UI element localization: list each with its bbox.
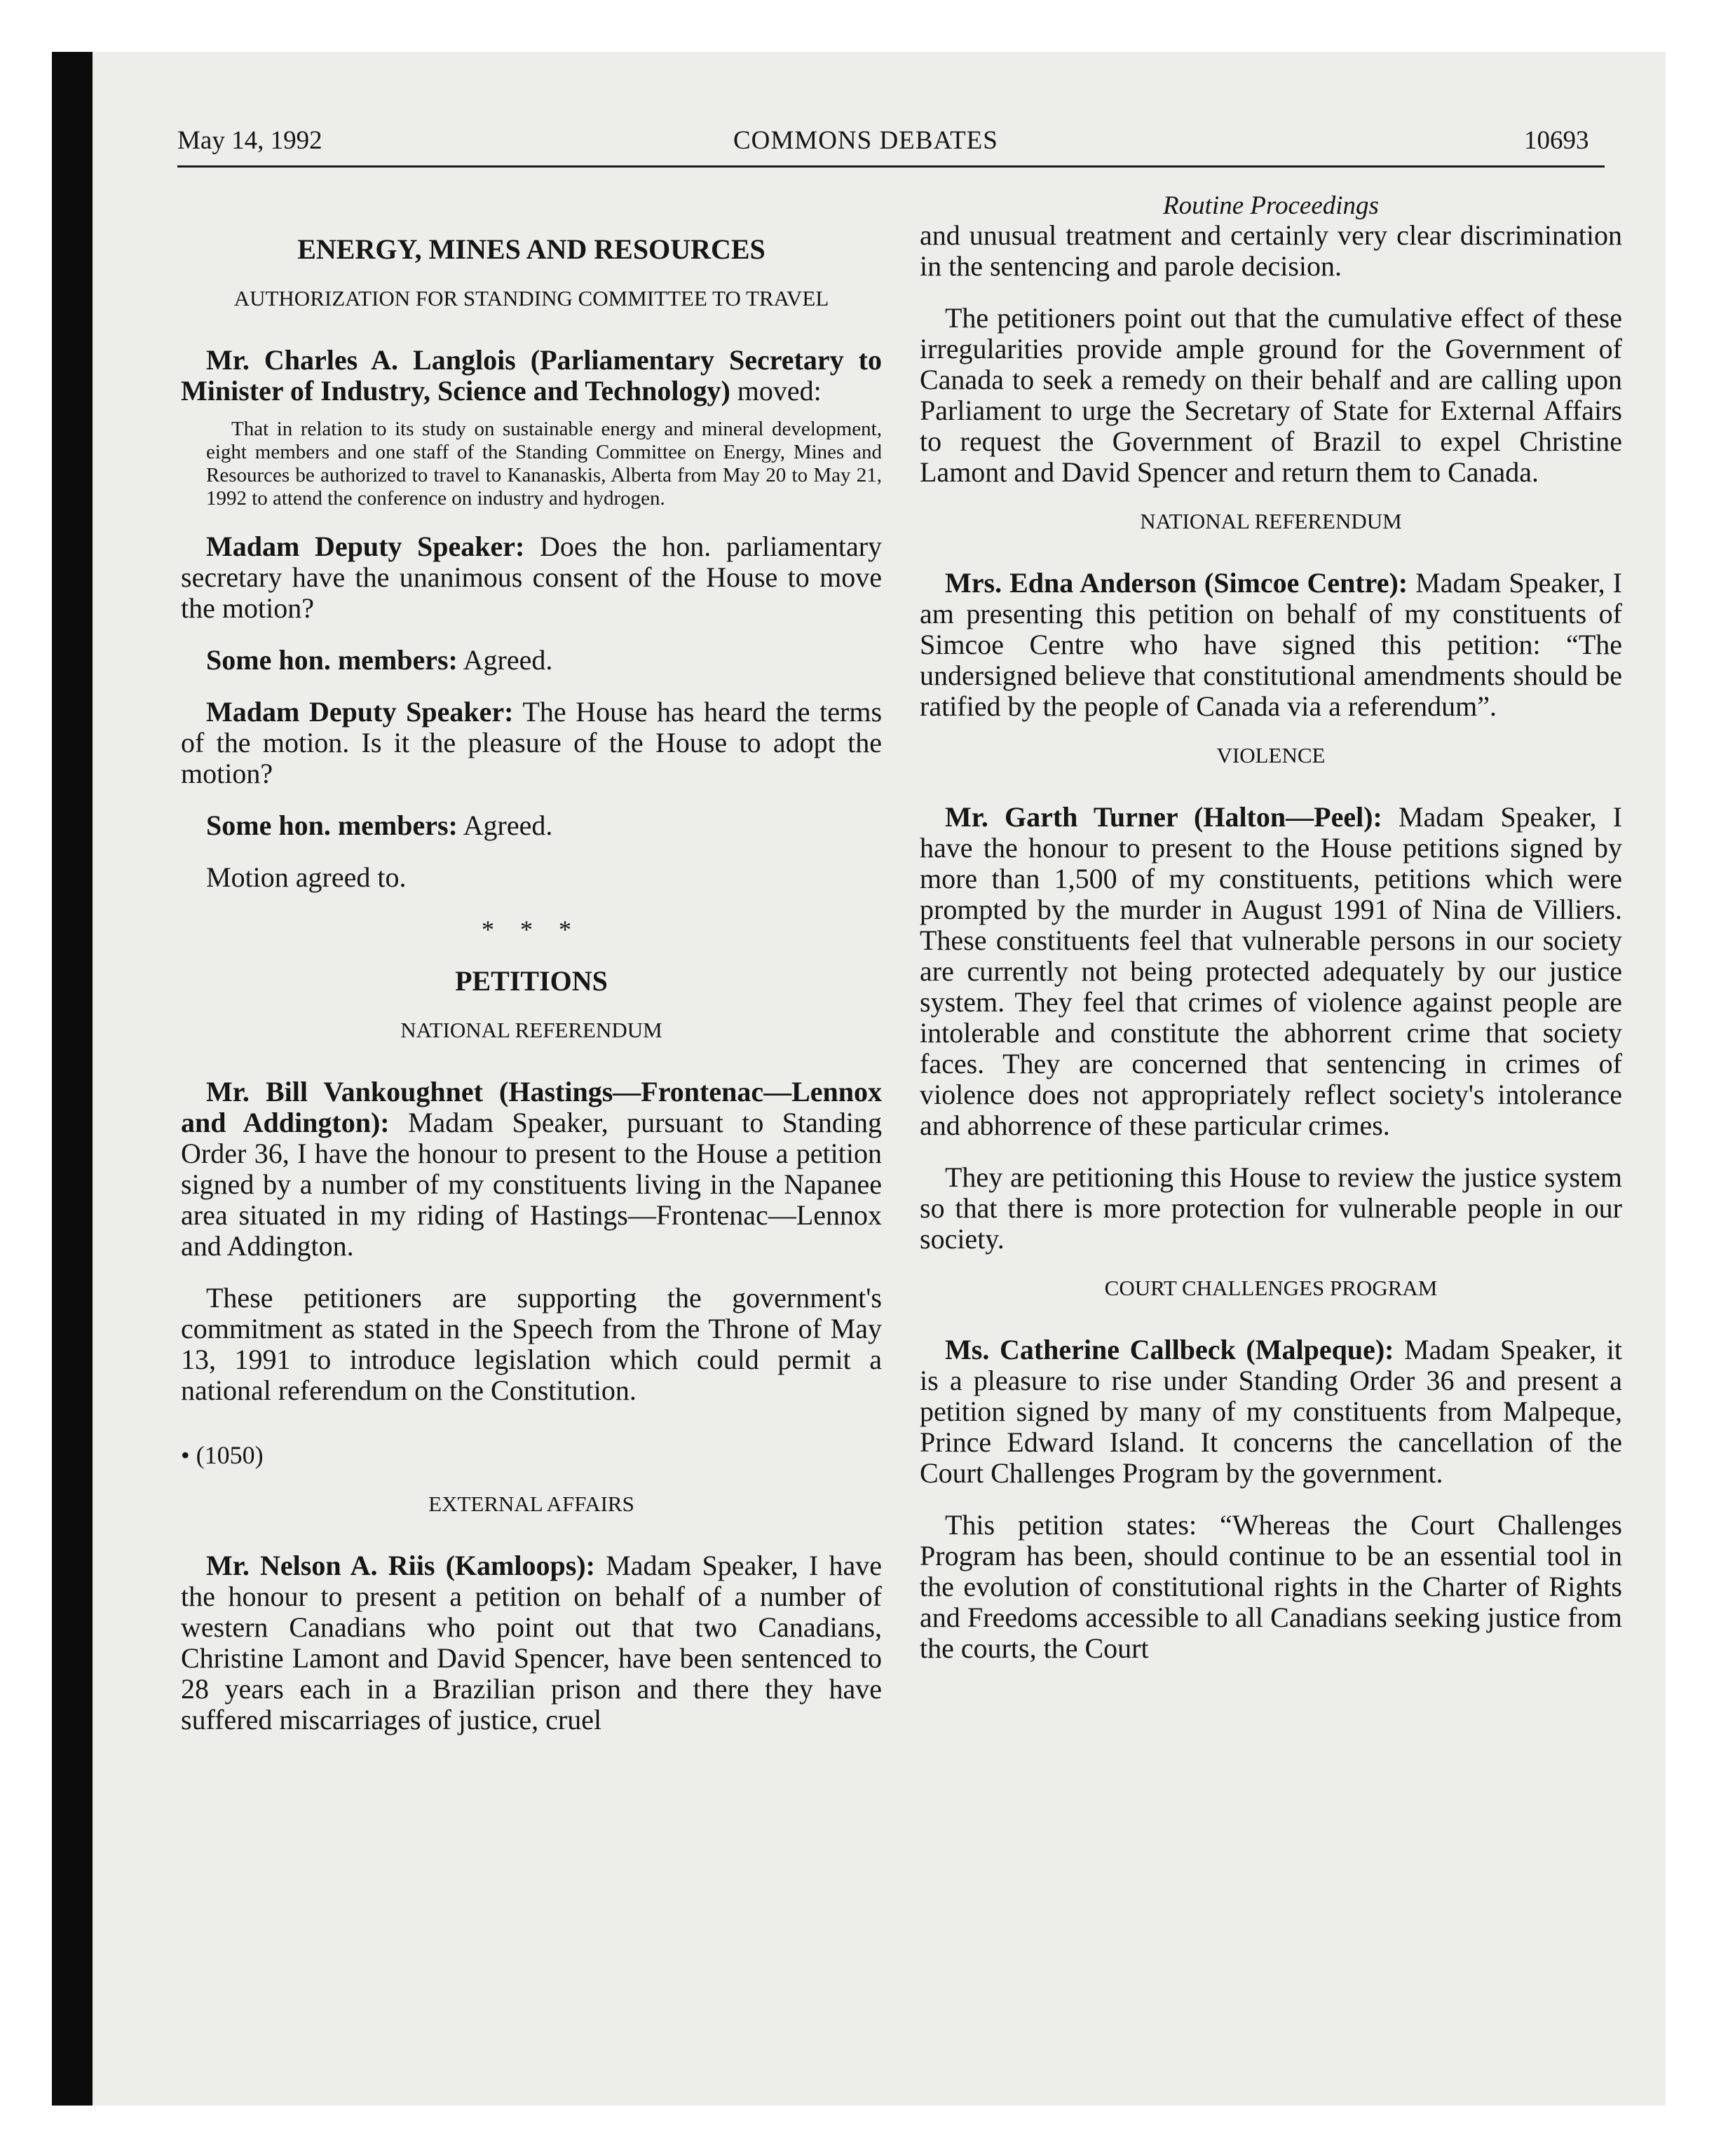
text-anderson: Madam Speaker, I am presenting this petition on behalf of my constituents of Simcoe Centre who have signed this petition: “The undersigned believe that constitutional amendments should be ratified by the people of Canada via a referendum”.: [920, 567, 1622, 722]
speaker-deputy-1: Madam Deputy Speaker:: [206, 531, 525, 562]
paragraph-riis-2: The petitioners point out that the cumulative effect of these irregularities provide ample ground for the Government of Canada to seek a remedy on their behalf and are calling upon Parliament to urge the Secretary of State for External Affairs to request the Government of Brazil to expel Christine Lamont and David Spencer and return them to Canada.: [920, 302, 1622, 488]
section-heading-petitions: PETITIONS: [455, 965, 608, 997]
paragraph-vankoughnet-2: These petitioners are supporting the government's commitment as stated in the Speech from the Throne of May 13, 1991 to introduce legislation which could permit a national referendum on the Constitution.: [181, 1282, 882, 1406]
text-agreed-2: Agreed.: [463, 810, 553, 841]
header-date: May 14, 1992: [177, 126, 322, 155]
motion-text: That in relation to its study on sustainable energy and mineral development, eight members and one staff of the Standing Committee on Energy, Mines and Resources be authorized to travel to Kananaskis, Alberta from May 20 to May 21, 1992 to attend the conference on industry and hydrogen.: [206, 418, 882, 510]
text-turner: Madam Speaker, I have the honour to present to the House petitions signed by more than 1,500 of my constituents, petitions which were prompted by the murder in August 1991 of Nina de Villiers. These constituents feel that vulnerable persons in our society are currently not being protected adequately by our justice system. They feel that crimes of violence against people are intolerable and constitute the abhorrent crime that society faces. They are concerned that sentencing in crimes of violence does not appropriately reflect society's intolerance and abhorrence of these particular crimes.: [920, 801, 1623, 1141]
paragraph-riis-continued: and unusual treatment and certainly very clear discrimination in the sentencing and parole decision.: [920, 219, 1622, 282]
header-page-number: 10693: [1524, 126, 1589, 155]
paragraph-riis: [181, 1550, 882, 1735]
header-rule: [177, 165, 1605, 168]
section-label-routine-proceedings: Routine Proceedings: [1163, 191, 1379, 220]
paragraph-anderson: [920, 568, 1622, 722]
subheading-court-challenges: COURT CHALLENGES PROGRAM: [1104, 1276, 1438, 1300]
scanned-page: [52, 52, 1666, 2106]
speaker-turner: Mr. Garth Turner (Halton—Peel):: [945, 801, 1382, 833]
speaker-deputy-2: Madam Deputy Speaker:: [206, 696, 514, 728]
subheading-national-referendum-2: NATIONAL REFERENDUM: [1140, 509, 1402, 533]
text-callbeck: Madam Speaker, it is a pleasure to rise under Standing Order 36 and present a petition signed by many of my constituents from Malpeque, Prince Edward Island. It concerns the cancellation of the Court Challenges Program by the government.: [920, 1334, 1623, 1489]
paragraph-turner: [920, 802, 1622, 1141]
text-deputy-1: Does the hon. parliamentary secretary have the unanimous consent of the House to move the motion?: [181, 531, 883, 624]
header-title: COMMONS DEBATES: [733, 126, 998, 155]
paragraph-langlois: [181, 345, 882, 407]
speaker-langlois: Mr. Charles A. Langlois (Parliamentary Secretary to Minister of Industry, Science and Technology): [181, 344, 882, 407]
paragraph-callbeck: [920, 1335, 1622, 1489]
paragraph-agreed-2: [181, 810, 882, 841]
subheading-national-referendum: NATIONAL REFERENDUM: [400, 1018, 662, 1042]
text-agreed-1: Agreed.: [463, 644, 553, 676]
paragraph-deputy-speaker-1: [181, 531, 882, 624]
subheading-violence: VIOLENCE: [1216, 743, 1326, 767]
paragraph-vankoughnet: [181, 1077, 882, 1262]
left-column: [181, 234, 882, 1735]
section-heading-energy: ENERGY, MINES AND RESOURCES: [297, 233, 766, 265]
speaker-vankoughnet: Mr. Bill Vankoughnet (Hastings—Frontenac—Lennox and Addington):: [181, 1076, 882, 1138]
paragraph-agreed-1: [181, 645, 882, 676]
speaker-callbeck: Ms. Catherine Callbeck (Malpeque):: [945, 1334, 1394, 1365]
subheading-external-affairs: EXTERNAL AFFAIRS: [428, 1492, 634, 1516]
speaker-anderson: Mrs. Edna Anderson (Simcoe Centre):: [945, 567, 1408, 599]
timestamp: • (1050): [181, 1441, 264, 1469]
speaker-riis: Mr. Nelson A. Riis (Kamloops):: [206, 1550, 595, 1581]
binding-edge: [52, 52, 93, 2106]
right-column: [920, 192, 1622, 1664]
paragraph-callbeck-2: This petition states: “Whereas the Court Challenges Program has been, should continue to be an essential tool in the evolution of constitutional rights in the Charter of Rights and Freedoms accessible to all Canadians seeking justice from the courts, the Court: [920, 1509, 1622, 1664]
subheading-committee-travel: AUTHORIZATION FOR STANDING COMMITTEE TO TRAVEL: [233, 286, 829, 311]
paragraph-turner-2: They are petitioning this House to review the justice system so that there is more protection for vulnerable people in our society.: [920, 1161, 1622, 1255]
text-vankoughnet: Madam Speaker, pursuant to Standing Order 36, I have the honour to present to the House a petition signed by a number of my constituents living in the Napanee area situated in my riding of Hastings—Frontenac—Lennox and Addington.: [181, 1107, 882, 1262]
text-riis: Madam Speaker, I have the honour to present a petition on behalf of a number of western Canadians who point out that two Canadians, Christine Lamont and David Spencer, have been sentenced to 28 years each in a Brazilian prison and there they have suffered miscarriages of justice, cruel: [181, 1550, 883, 1735]
speaker-members-2: Some hon. members:: [206, 810, 458, 841]
section-separator: * * *: [482, 915, 581, 943]
text-deputy-2: The House has heard the terms of the motion. Is it the pleasure of the House to adopt the motion?: [181, 696, 883, 789]
text-langlois: moved:: [737, 375, 822, 407]
paragraph-deputy-speaker-2: [181, 697, 882, 789]
motion-agreed: Motion agreed to.: [206, 861, 407, 893]
speaker-members-1: Some hon. members:: [206, 644, 458, 676]
